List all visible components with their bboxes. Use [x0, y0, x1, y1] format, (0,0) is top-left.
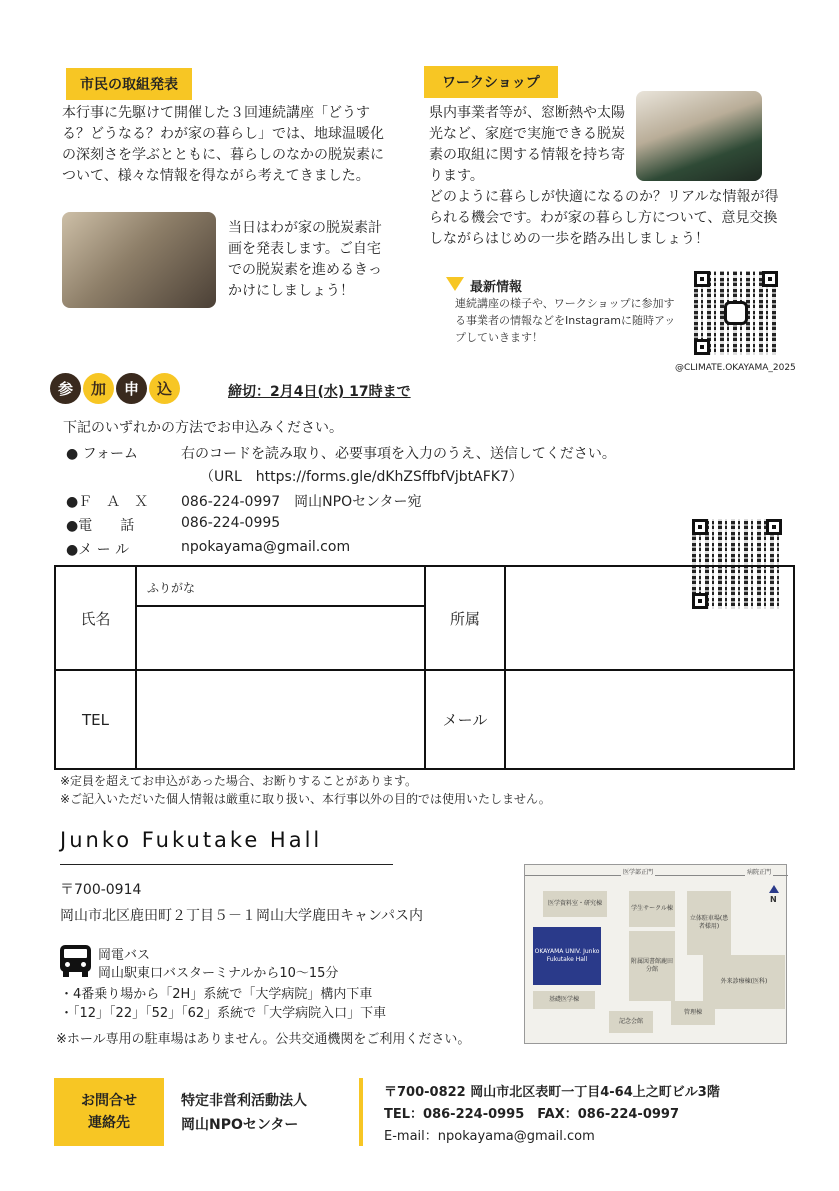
apply-intro: 下記のいずれかの方法でお申込みください。 [63, 420, 343, 436]
org-type: 特定非営利活動法人 [181, 1093, 307, 1109]
apply-char: 参 [50, 373, 81, 404]
tel-text: 086-224-0995 [181, 515, 281, 531]
map-building: 学生サークル棟 [629, 891, 675, 927]
map-building: 立体駐車場(患者様用) [687, 891, 731, 955]
fax-label: ●Ｆ Ａ Ｘ [66, 494, 149, 510]
instagram-icon [724, 301, 748, 325]
tel-field[interactable] [136, 670, 425, 769]
north-arrow-icon [769, 885, 779, 893]
apply-char: 加 [83, 373, 114, 404]
workshop-tag: ワークショップ [424, 66, 558, 98]
venue-address: 岡山市北区鹿田町２丁目５－１岡山大学鹿田キャンパス内 [60, 908, 424, 924]
venue-zip: 〒700-0914 [60, 882, 142, 898]
citizen-tag: 市民の取組発表 [66, 68, 192, 100]
contact-address: 〒700-0822 岡山市北区表町一丁目4-64上之町ビル3階 [384, 1085, 720, 1100]
mail-field-label: メール [425, 670, 505, 769]
map-building: 医学資料室・研究棟 [543, 891, 607, 917]
bus-line: 岡電バス [98, 948, 151, 963]
map-gate-medical: 医学部正門 [623, 869, 654, 876]
venue-divider [60, 864, 393, 865]
form-text: 右のコードを読み取り、必要事項を入力のうえ、送信してください。 [181, 446, 616, 462]
name-label: 氏名 [55, 566, 136, 670]
bus-route-2: ・「12」「22」「52」「62」系統で「大学病院入口」下車 [60, 1006, 387, 1021]
apply-char: 込 [149, 373, 180, 404]
org-name: 岡山NPOセンター [181, 1117, 299, 1133]
apply-heading [50, 373, 180, 404]
news-text: 連続講座の様子や、ワークショップに参加する事業者の情報などをInstagramに随時アップしていきます！ [455, 297, 676, 344]
map-building: 管理棟 [671, 1001, 715, 1025]
bus-icon [60, 945, 91, 977]
news-title: 最新情報 [470, 280, 523, 295]
citizen-photo [62, 212, 216, 308]
affiliation-label: 所属 [425, 566, 505, 670]
map-building: 基礎医学棟 [533, 991, 595, 1009]
venue-name: Junko Fukutake Hall [60, 828, 323, 852]
bus-terminal: 岡山駅東口バスターミナルから10〜15分 [98, 966, 339, 981]
citizen-text: 本行事に先駆けて開催した３回連続講座「どうする？どうなる？わが家の暮らし」では、地球温暖化の深刻さを学ぶとともに、暮らしのなかの脱炭素について、様々な情報を得ながら考えてきました。 [62, 105, 384, 184]
mail-field[interactable] [505, 670, 794, 769]
map-venue-hall: OKAYAMA UNIV. Junko Fukutake Hall [533, 927, 601, 985]
map-building: 附属図書館鹿田分館 [629, 931, 675, 1001]
apply-char: 申 [116, 373, 147, 404]
contact-label-2: 連絡先 [88, 1115, 130, 1131]
instagram-qr-code[interactable] [694, 271, 778, 355]
workshop-photo [636, 91, 762, 181]
mail-label: ●メ ー ル [66, 542, 130, 558]
note-1: ※定員を超えてお申込があった場合、お断りすることがあります。 [60, 774, 417, 788]
affiliation-field[interactable] [505, 566, 794, 670]
name-field[interactable] [136, 606, 425, 670]
application-form-table [54, 565, 795, 770]
form-label: ● フォーム [66, 446, 138, 462]
deadline: 締切：2月4日(水) 17時まで [228, 384, 411, 400]
citizen-side-text: 当日はわが家の脱炭素計画を発表します。ご自宅での脱炭素を進めるきっかけにしましょう！ [228, 220, 382, 299]
map-gate-hospital: 病院正門 [747, 869, 772, 876]
form-url[interactable]: （URL https://forms.gle/dKhZSffbfVjbtAFK7） [200, 469, 523, 485]
workshop-text2: どのように暮らしが快適になるのか？リアルな情報が得られる機会です。わが家の暮らし方について、意見交換しながらはじめの一歩を踏み出しましょう！ [429, 189, 779, 247]
map-building: 記念会館 [609, 1011, 653, 1033]
fax-text: 086-224-0997 岡山NPOセンター宛 [181, 494, 422, 510]
instagram-handle: @CLIMATE.OKAYAMA_2025 [675, 363, 796, 373]
note-2: ※ご記入いただいた個人情報は厳重に取り扱い、本行事以外の目的では使用いたしません。 [60, 792, 551, 806]
contact-label-box [54, 1078, 164, 1146]
footer-divider [359, 1078, 363, 1146]
map-north: N [770, 895, 777, 904]
map-building: 外来診療棟(医科) [703, 955, 785, 1009]
contact-label-1: お問合せ [81, 1093, 137, 1109]
contact-email[interactable]: E-mail：npokayama@gmail.com [384, 1129, 595, 1144]
workshop-text1: 県内事業者等が、窓断熱や太陽光など、家庭で実施できる脱炭素の取組に関する情報を持ち寄ります。 [429, 105, 625, 184]
triangle-icon [446, 277, 464, 291]
furigana-field[interactable]: ふりがな [136, 566, 425, 606]
bus-route-1: ・4番乗り場から「2H」系統で「大学病院」構内下車 [60, 987, 373, 1002]
tel-field-label: TEL [55, 670, 136, 769]
mail-text[interactable]: npokayama@gmail.com [181, 539, 351, 555]
tel-label: ●電 話 [66, 518, 135, 534]
parking-note: ※ホール専用の駐車場はありません。公共交通機関をご利用ください。 [56, 1032, 471, 1047]
campus-map [524, 864, 787, 1044]
contact-telfax: TEL：086-224-0995 FAX：086-224-0997 [384, 1107, 679, 1122]
